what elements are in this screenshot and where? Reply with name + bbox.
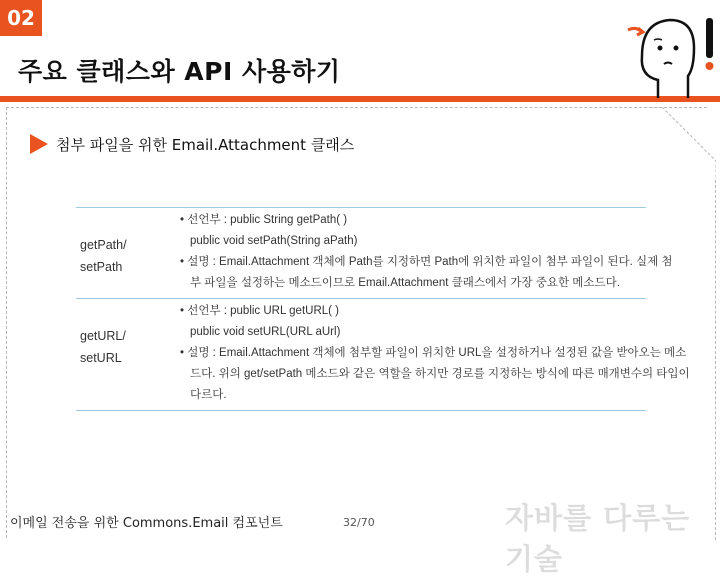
- thinking-face-icon: [618, 10, 718, 102]
- method-name: [80, 325, 126, 369]
- method-name: [80, 234, 127, 278]
- method-description: [180, 208, 673, 298]
- chapter-number: 02: [7, 6, 35, 30]
- section-subtitle: 첨부 파일을 위한 Email.Attachment 클래스: [56, 136, 355, 154]
- method-name-line: getPath/: [80, 238, 127, 252]
- description-line: • 설명 : Email.Attachment 객체에 Path를 지정하면 Path에 위치한 파일이 첨부 파일이 된다. 실제 첨: [180, 256, 673, 268]
- description-line: 부 파일을 설정하는 메소드이므로 Email.Attachment 클래스에서 가장 중요한 메소드다.: [190, 277, 620, 289]
- page-number: 32/70: [343, 516, 375, 529]
- description-line: • 선언부 : public String getPath( ): [180, 214, 348, 226]
- description-line: public void setPath(String aPath): [190, 235, 358, 247]
- description-line: • 설명 : Email.Attachment 객체에 첨부할 파일이 위치한 URL을 설정하거나 설정된 값을 받아오는 메소: [180, 347, 687, 359]
- table-row: [76, 298, 690, 411]
- method-description: [180, 299, 690, 410]
- description-line: 드다. 위의 get/setPath 메소드와 같은 역할을 하지만 경로를 지정하는 방식에 따른 매개변수의 타입이: [190, 368, 690, 380]
- page-fold: [652, 107, 716, 183]
- brand-watermark: 자바를 다루는 기술: [505, 501, 691, 576]
- method-name-line: setPath: [80, 260, 123, 274]
- method-table: [76, 207, 690, 411]
- table-row: [76, 207, 673, 298]
- card-right-edge: [715, 180, 717, 540]
- footer-title: 이메일 전송을 위한 Commons.Email 컴포넌트: [10, 516, 283, 531]
- chapter-badge: [0, 0, 42, 36]
- description-line: • 선언부 : public URL getURL( ): [180, 305, 339, 317]
- title-underline: [0, 96, 720, 102]
- description-line: 다르다.: [190, 389, 227, 401]
- method-name-line: setURL: [80, 351, 122, 365]
- description-line: public void setURL(URL aUrl): [190, 326, 341, 338]
- bullet-triangle-icon: [30, 134, 48, 154]
- method-name-line: getURL/: [80, 329, 126, 343]
- slide-title: 주요 클래스와 API 사용하기: [18, 57, 341, 86]
